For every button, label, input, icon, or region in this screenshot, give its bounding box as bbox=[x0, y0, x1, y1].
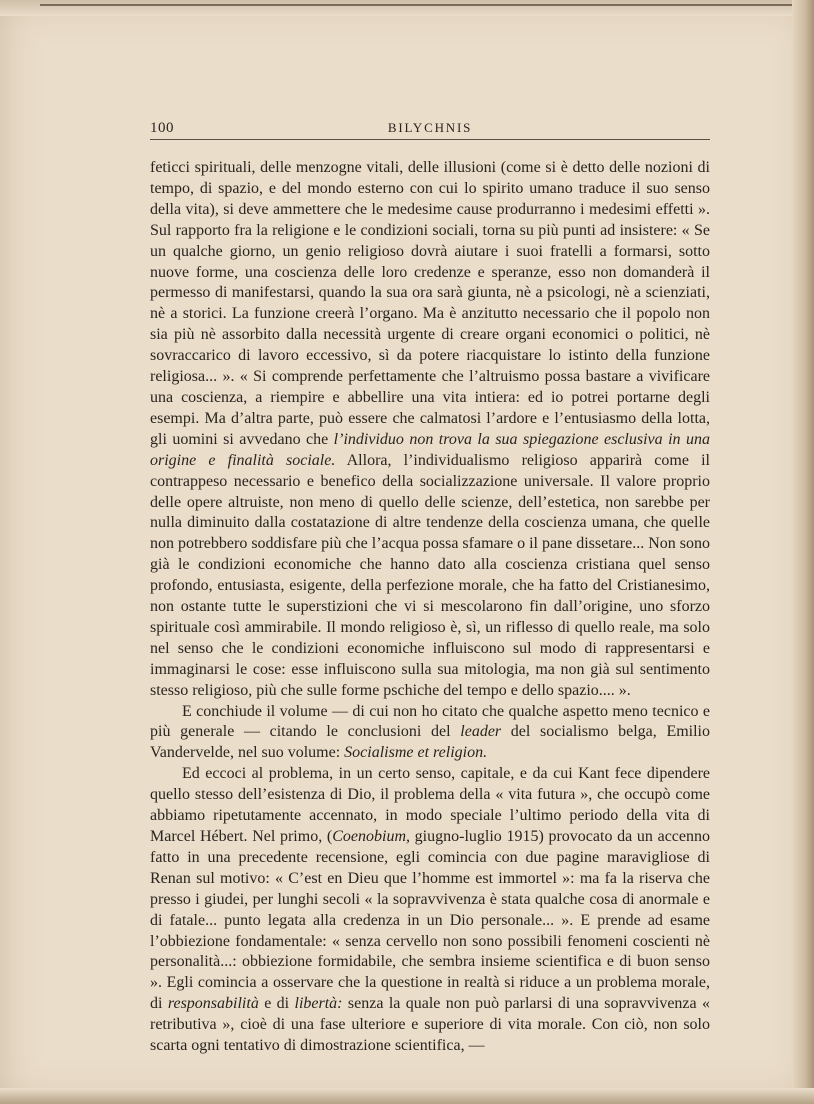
body-text bbox=[150, 158, 710, 1057]
page-bottom-edge bbox=[0, 1088, 814, 1104]
text-segment: Ed eccoci al problema, in un certo senso, capitale, e da cui Kant fece dipendere quello stesso dell’esistenza di Dio, il problema della « vita futura », che occupò come abbiamo ripetutamente accennato, in modo speciale l’ultimo periodo della vita di Marcel Hébert. Nel primo, ( bbox=[150, 765, 710, 845]
page-spine-shadow bbox=[792, 0, 814, 1104]
text-segment: E conchiude il volume — di cui non ho citato che qualche aspetto meno tecnico e più generale — citando le conclusioni del bbox=[150, 702, 710, 741]
italic-text-segment: libertà: bbox=[294, 995, 343, 1013]
paragraph bbox=[150, 702, 710, 765]
header-rule bbox=[150, 139, 710, 140]
paragraph bbox=[150, 764, 710, 1057]
text-segment: e di bbox=[258, 995, 295, 1013]
text-segment: del socialismo belga, Emilio Vandervelde, nel suo volume: bbox=[150, 723, 711, 762]
top-border-rule bbox=[40, 4, 800, 6]
page-top-edge bbox=[0, 0, 814, 16]
text-segment: senza la quale non può parlarsi di una sopravvivenza « retributiva », cioè di una fase ulteriore e superiore di vita morale. Con ciò, non solo scarta ogni tentativo di dimostrazione scientifica, — bbox=[150, 995, 711, 1055]
paragraph bbox=[150, 158, 710, 702]
italic-text-segment: Socialisme et religion. bbox=[344, 744, 488, 762]
italic-text-segment: leader bbox=[460, 723, 502, 741]
text-segment: Allora, l’individualismo religioso apparirà come il contrappeso necessario e benefico della socializzazione universale. Il valore proprio delle opere altruiste, non meno di quello delle scienze, dell’estetica, non sarebbe per nulla diminuito dalla costatazione di altre tendenze della coscienza umana, che quelle non potrebbero soddisfare più che l’acqua possa sfamare o il pane dissetare... Non sono già le condizioni economiche che hanno dato alla coscienza cristiana quel senso profondo, entusiasta, esigente, della perfezione morale, che ha fatto del Cristianesimo, non ostante tutte le superstizioni che vi si mescolarono fin dall’origine, uno sforzo spirituale così ammirabile. Il mondo religioso è, sì, un riflesso di quello reale, ma solo nel senso che le condizioni economiche influiscono sul modo di rappresentarsi e immaginarsi le cose: esse influiscono sulla sua mitologia, ma non già sul sentimento stesso religioso, più che sulle forme pschiche del tempo e dello spazio.... ». bbox=[150, 451, 710, 699]
italic-text-segment: responsabilità bbox=[167, 995, 259, 1013]
page-number: 100 bbox=[150, 120, 174, 136]
text-segment: giugno-luglio 1915) provocato da un accenno fatto in una precedente recensione, egli comincia con due pagine maravigliose di Renan sul motivo: « C’est en Dieu que l’homme est immortel »: ma fa la riserva che presso i giudei, per lunghi secoli « la sopravvivenza è stata qualche cosa di anormale e di fatale... punto legata alla credenza in un Dio personale... ». E prende ad esame l’obbiezione fondamentale: « senza cervello non sono possibili fenomeni coscienti nè personalità...: obbiezione formidabile, che sembra insieme scientifica e di buon senso ». Egli comincia a osservare che la questione in realtà si riduce a un problema morale, di bbox=[150, 828, 711, 1013]
italic-text-segment: l’individuo non trova la sua spiegazione esclusiva in una origine e finalità sociale. bbox=[150, 430, 710, 469]
text-segment: feticci spirituali, delle menzogne vitali, delle illusioni (come si è detto delle nozioni di tempo, di spazio, e del mondo esterno con cui lo spirito umano traduce il suo senso della vita), si deve ammettere che le medesime cause produrranno i medesimi effetti ». Sul rapporto fra la religione e le condizioni sociali, torna su più punti ad insistere: « Se un qualche giorno, un genio religioso dovrà aiutare i suoi fratelli a formarsi, sotto nuove forme, una coscienza delle loro credenze e speranze, esso non domanderà il permesso di manifestarsi, quando la sua ora sarà giunta, nè a psicologi, nè a scienziati, nè a storici. La funzione creerà l’organo. Ma è anzitutto necessario che il popolo non sia più nè assorbito dalla necessità urgente di creare organi economici o politici, nè sovraccarico di lavoro eccessivo, sì da potere riacquistare lo istinto della funzione religiosa... ». « Si comprende perfettamente che l’altruismo possa bastare a vivificare una coscienza, a riempire e abbellire una vita intiera: ed io potrei portarne degli esempi. Ma d’altra parte, può essere che calmatosi l’ardore e l’entusiasmo della lotta, gli uomini si avvedano che bbox=[150, 159, 710, 448]
italic-text-segment: Coenobium, bbox=[332, 828, 410, 845]
running-title: BILYCHNIS bbox=[387, 120, 473, 135]
